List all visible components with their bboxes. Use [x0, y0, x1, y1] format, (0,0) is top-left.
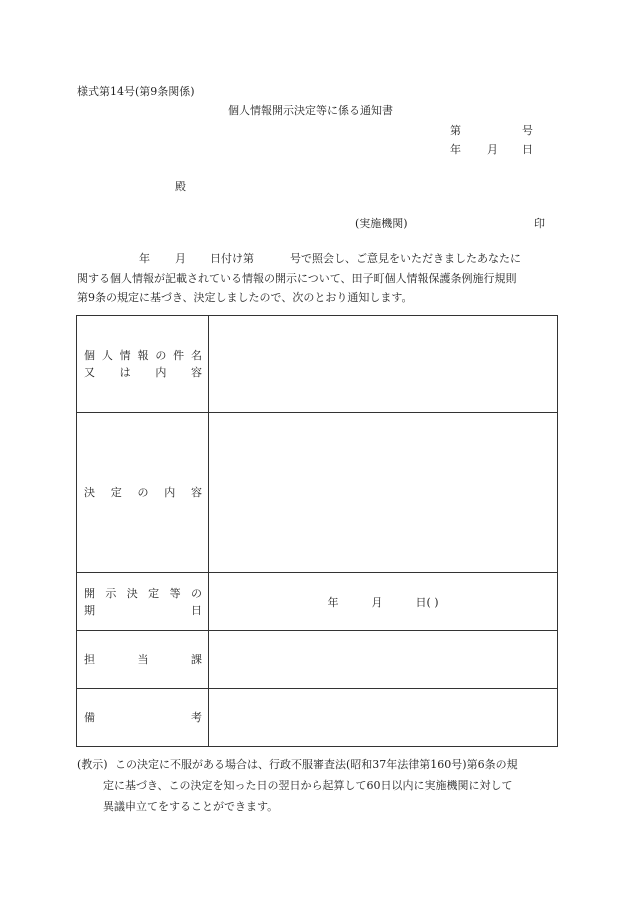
- label-decision: 決 定 の 内 容: [77, 413, 209, 573]
- intro-line-1-rest: 号で照会し、ご意見をいただきましたあなたに: [290, 252, 521, 265]
- row-disclosure-date: [77, 573, 558, 631]
- disclosure-date-month: 月: [371, 595, 383, 609]
- intro-day: 日付け第: [210, 252, 254, 265]
- label-info-subject-line2: 又 は 内 容: [84, 366, 202, 379]
- document-title: 個人情報開示決定等に係る通知書: [228, 104, 393, 117]
- value-info-subject[interactable]: [209, 316, 558, 413]
- addressee-suffix: 殿: [175, 180, 186, 193]
- intro-line-3: 第9条の規定に基づき、決定しましたので、次のとおり通知します。: [77, 291, 413, 304]
- label-disclosure-date: 開 示 決 定 等 の 期 日: [77, 573, 209, 631]
- intro-paragraph: [77, 249, 559, 308]
- notice-body: [103, 754, 559, 817]
- intro-line-2: 関する個人情報が記載されている情報の開示について、田子町個人情報保護条例施行規則: [77, 271, 517, 285]
- issuer-label: (実施機関): [355, 217, 408, 230]
- doc-number-suffix: 号: [522, 124, 533, 137]
- label-remarks: 備 考: [77, 689, 209, 747]
- row-remarks: [77, 689, 558, 747]
- doc-number-prefix: 第: [450, 124, 461, 137]
- intro-year: 年: [139, 252, 150, 265]
- row-info-subject: [77, 316, 558, 413]
- value-decision[interactable]: [209, 413, 558, 573]
- seal-label: 印: [534, 217, 545, 230]
- row-department: [77, 631, 558, 689]
- notice-line-1: この決定に不服がある場合は、行政不服審査法(昭和37年法律第160号)第6条の規: [115, 758, 518, 771]
- date-month: 月: [487, 143, 498, 156]
- notice-head: (教示): [77, 758, 108, 771]
- label-info-subject: [77, 316, 209, 413]
- value-remarks[interactable]: [209, 689, 558, 747]
- row-decision: [77, 413, 558, 573]
- disclosure-date-year: 年: [327, 595, 339, 609]
- form-number: 様式第14号(第9条関係): [77, 85, 195, 98]
- notice-line-3: 異議申立てをすることができます。: [103, 800, 279, 813]
- date-day: 日: [522, 143, 533, 156]
- value-disclosure-date[interactable]: [209, 573, 558, 631]
- label-department: 担 当 課: [77, 631, 209, 689]
- intro-month: 月: [175, 252, 186, 265]
- label-info-subject-line1: 個 人 情 報 の 件 名: [84, 349, 202, 362]
- intro-line-1: [77, 249, 559, 269]
- disclosure-date-day: 日( ): [415, 595, 439, 609]
- value-department[interactable]: [209, 631, 558, 689]
- notice-form-table: [76, 315, 558, 747]
- notice-line-2: 定に基づき、この決定を知った日の翌日から起算して60日以内に実施機関に対して: [103, 779, 513, 792]
- date-year: 年: [450, 143, 461, 156]
